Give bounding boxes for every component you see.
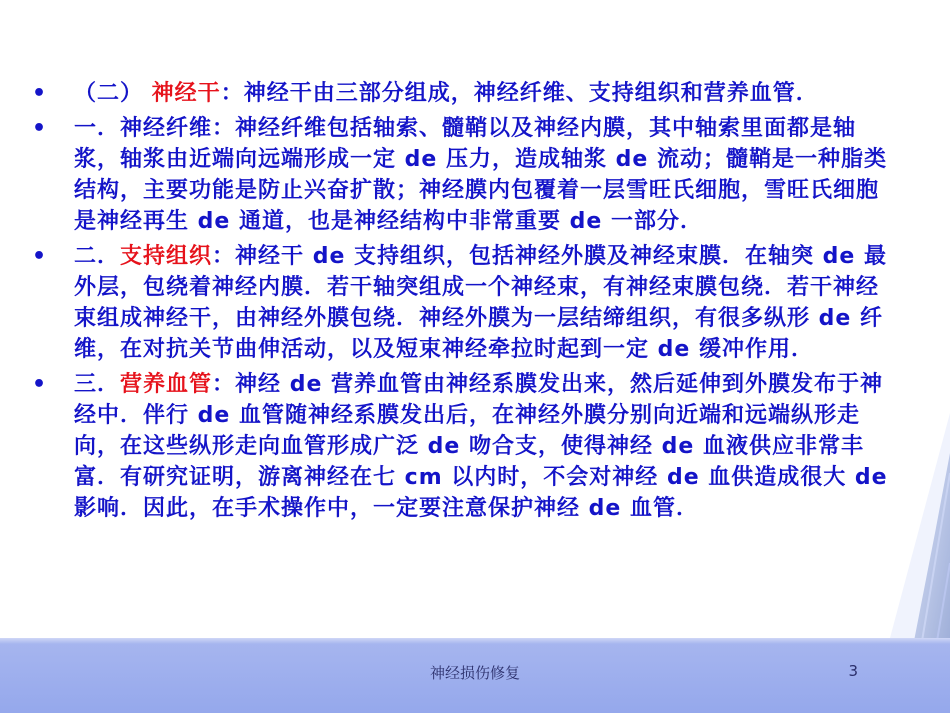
list-item bbox=[32, 78, 892, 109]
bullet-dot: • bbox=[32, 116, 48, 141]
page-number: 3 bbox=[848, 662, 858, 680]
item-prefix: 三． bbox=[74, 372, 121, 397]
item-highlight: 神经干 bbox=[151, 81, 221, 106]
item-prefix: 一． bbox=[74, 116, 121, 141]
item-prefix: （二） bbox=[74, 81, 152, 106]
item-text: 神经纤维：神经纤维包括轴索、髓鞘以及神经内膜，其中轴索里面都是轴浆，轴浆由近端向远端形成一定 de 压力，造成轴浆 de 流动；髓鞘是一种脂类结构，主要功能是防止兴奋扩散；神经膜内包覆着一层雪旺氏细胞，雪旺氏细胞是神经再生 de 通道，也是神经结构中非常重要 de 一部分． bbox=[74, 116, 887, 234]
item-highlight: 支持组织 bbox=[120, 244, 213, 269]
item-prefix: 二． bbox=[74, 244, 121, 269]
item-highlight: 营养血管 bbox=[120, 372, 213, 397]
list-item bbox=[32, 369, 892, 524]
item-text: ：神经干由三部分组成，神经纤维、支持组织和营养血管． bbox=[220, 81, 819, 106]
list-item bbox=[32, 241, 892, 365]
item-text: ：神经 de 营养血管由神经系膜发出来，然后延伸到外膜发布于神经中．伴行 de 血管随神经系膜发出后，在神经外膜分别向近端和远端纵形走向，在这些纵形走向血管形成广泛 de 吻合支，使得神经 de 血液供应非常丰富．有研究证明，游离神经在七 cm 以内时，不会对神经 de 血供造成很大 de 影响．因此，在手术操作中，一定要注意保护神经 de 血管． bbox=[74, 372, 888, 521]
item-text: ：神经干 de 支持组织，包括神经外膜及神经束膜．在轴突 de 最外层，包绕着神经内膜．若干轴突组成一个神经束，有神经束膜包绕．若干神经束组成神经干，由神经外膜包绕．神经外膜为一层结缔组织，有很多纵形 de 纤维，在对抗关节曲伸活动，以及短束神经牵拉时起到一定 de 缓冲作用． bbox=[74, 244, 888, 362]
footer-title: 神经损伤修复 bbox=[429, 664, 520, 682]
footer-band bbox=[0, 638, 950, 713]
bullet-dot: • bbox=[32, 81, 48, 106]
footer-shade bbox=[0, 638, 950, 644]
list-item bbox=[32, 113, 892, 237]
bullet-list bbox=[32, 78, 892, 528]
bullet-dot: • bbox=[32, 244, 48, 269]
bullet-dot: • bbox=[32, 372, 48, 397]
